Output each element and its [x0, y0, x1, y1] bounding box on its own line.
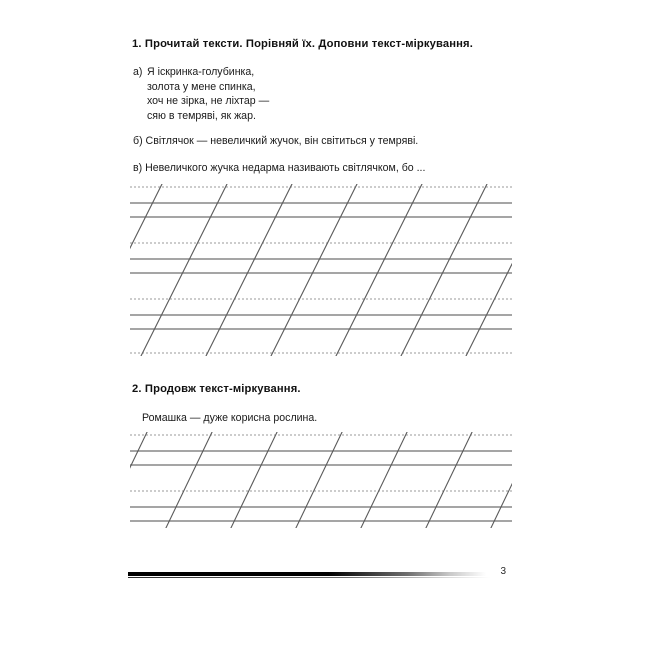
task-1-item-c-text: в) Невеличкого жучка недарма називають світлячком, бо ... — [133, 162, 426, 174]
poem-line: хоч не зірка, не ліхтар — — [147, 95, 270, 108]
task-1-heading: 1. Прочитай тексти. Порівняй їх. Доповни текст-міркування. — [132, 38, 473, 50]
writing-grid-svg — [130, 184, 512, 356]
page-number: 3 — [500, 566, 506, 577]
writing-grid-task-2[interactable] — [130, 432, 512, 528]
task-2-heading: 2. Продовж текст-міркування. — [132, 383, 301, 395]
writing-grid-svg — [130, 432, 512, 528]
footer-rule-shadow — [128, 577, 490, 578]
poem-marker: а) — [133, 66, 143, 78]
poem-line: сяю в темряві, як жар. — [147, 109, 256, 122]
task-1-item-a-poem — [133, 65, 269, 123]
task-2-item-text: Ромашка — дуже корисна рослина. — [142, 412, 318, 424]
task-1-item-b-text: б) Світлячок — невеличкий жучок, він світиться у темряві. — [133, 135, 419, 147]
footer-rule — [128, 572, 486, 576]
poem-line: Я іскринка-голубинка, — [147, 66, 255, 78]
writing-grid-task-1[interactable] — [130, 184, 512, 356]
poem-line: золота у мене спинка, — [147, 80, 256, 93]
